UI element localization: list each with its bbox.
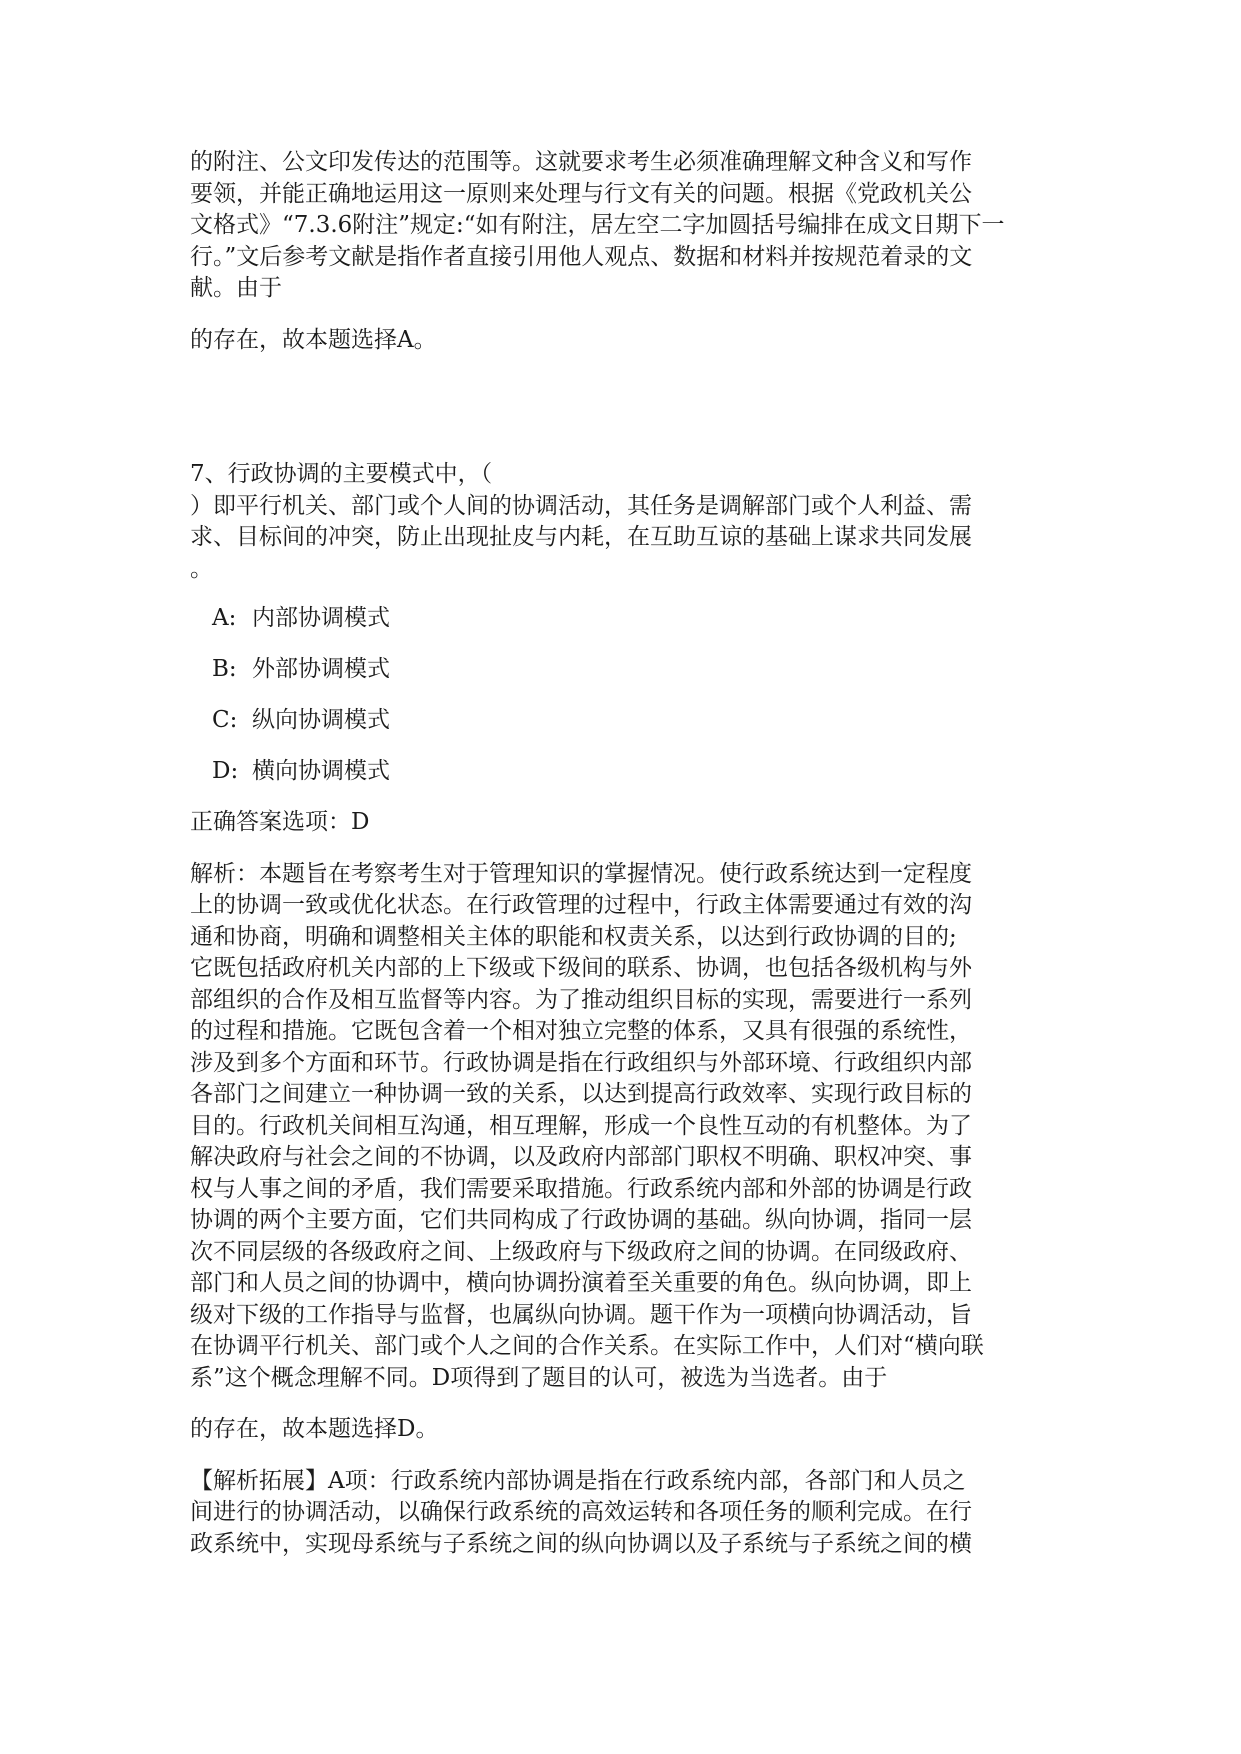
text-line: 要领，并能正确地运用这一原则来处理与行文有关的问题。根据《党政机关公 [190,180,972,207]
text-line: 系”这个概念理解不同。D项得到了题目的认可，被选为当选者。由于 [190,1364,888,1391]
text-line: 政系统中，实现母系统与子系统之间的纵向协调以及子系统与子系统之间的横 [190,1530,972,1557]
text-line: 级对下级的工作指导与监督，也属纵向协调。题干作为一项横向协调活动，旨 [190,1301,972,1328]
previous-conclusion [190,325,1060,357]
text-line: 部门和人员之间的协调中，横向协调扮演着至关重要的角色。纵向协调，即上 [190,1270,972,1296]
text-line: 的过程和措施。它既包含着一个相对独立完整的体系，又具有很强的系统性， [190,1018,972,1044]
document-page [190,147,1060,1560]
option-d [212,756,1060,788]
option-text: 纵向协调模式 [252,707,390,733]
conclusion-text: 的存在，故本题选择D。 [190,1416,439,1442]
option-letter: D: [212,758,239,784]
text-line: 权与人事之间的矛盾，我们需要采取措施。行政系统内部和外部的协调是行政 [190,1175,972,1202]
text-line: 。 [190,555,213,582]
analysis-paragraph [190,859,1060,1395]
conclusion-text: 的存在，故本题选择A。 [190,326,437,353]
option-text: 内部协调模式 [252,605,390,631]
text-line: 部组织的合作及相互监督等内容。为了推动组织目标的实现，需要进行一系列 [190,986,972,1013]
text-line: 间进行的协调活动，以确保行政系统的高效运转和各项任务的顺利完成。在行 [190,1499,972,1525]
option-a [212,603,1060,635]
text-line: 目的。行政机关间相互沟通，相互理解，形成一个良性互动的有机整体。为了 [190,1112,972,1139]
text-line: 涉及到多个方面和环节。行政协调是指在行政组织与外部环境、行政组织内部 [190,1049,972,1076]
text-line: 【解析拓展】A项：行政系统内部协调是指在行政系统内部，各部门和人员之 [190,1467,966,1494]
option-letter: B: [212,656,237,682]
text-line: 解析：本题旨在考察考生对于管理知识的掌握情况。使行政系统达到一定程度 [190,860,972,887]
option-b [212,654,1060,686]
text-line: 文格式》“7.3.6附注”规定:“如有附注，居左空二字加圆括号编排在成文日期下一 [190,212,1005,238]
text-line: 求、目标间的冲突，防止出现扯皮与内耗，在互助互谅的基础上谋求共同发展 [190,524,972,550]
text-line: 次不同层级的各级政府之间、上级政府与下级政府之间的协调。在同级政府、 [190,1238,972,1265]
text-line: 上的协调一致或优化状态。在行政管理的过程中，行政主体需要通过有效的沟 [190,892,972,918]
question-stem [190,459,1060,585]
option-letter: C: [212,707,238,733]
text-line: 各部门之间建立一种协调一致的关系，以达到提高行政效率、实现行政目标的 [190,1081,972,1107]
text-line: 行。”文后参考文献是指作者直接引用他人观点、数据和材料并按规范着录的文 [190,243,973,270]
text-line: 解决政府与社会之间的不协调，以及政府内部部门职权不明确、职权冲突、事 [190,1144,972,1170]
text-line: 7、行政协调的主要模式中，（ [190,461,493,487]
extension-paragraph [190,1466,1060,1561]
option-letter: A: [212,605,237,631]
analysis-conclusion [190,1414,1060,1446]
text-line: 献。由于 [190,275,282,301]
text-line: 在协调平行机关、部门或个人之间的合作关系。在实际工作中，人们对“横向联 [190,1333,984,1359]
text-line: 通和协商，明确和调整相关主体的职能和权责关系，以达到行政协调的目的; [190,923,957,950]
option-text: 外部协调模式 [252,656,390,682]
text-line: 它既包括政府机关内部的上下级或下级间的联系、协调，也包括各级机构与外 [190,955,972,981]
correct-answer: 正确答案选项：D [190,809,370,835]
previous-analysis-paragraph [190,147,1060,305]
text-line: 协调的两个主要方面，它们共同构成了行政协调的基础。纵向协调，指同一层 [190,1207,972,1233]
text-line: 的附注、公文印发传达的范围等。这就要求考生必须准确理解文种含义和写作 [190,149,972,175]
option-c [212,705,1060,737]
option-text: 横向协调模式 [252,758,390,784]
text-line: ）即平行机关、部门或个人间的协调活动，其任务是调解部门或个人利益、需 [190,492,972,519]
